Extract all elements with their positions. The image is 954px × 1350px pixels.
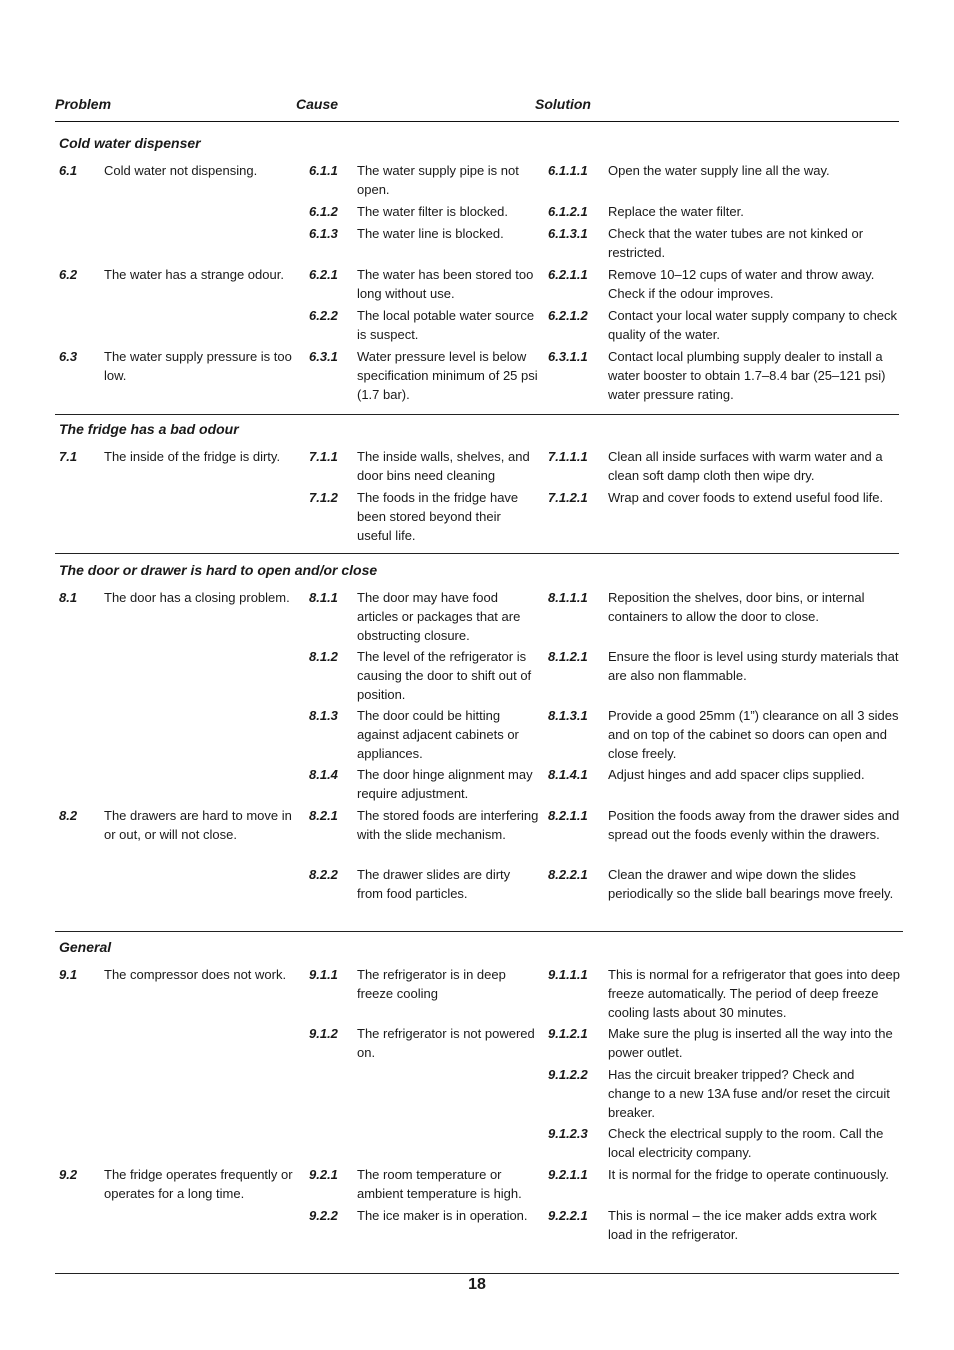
header-cause: Cause xyxy=(296,96,339,112)
cause-text: The water filter is blocked. xyxy=(357,204,509,219)
cause-number: 7.1.2 xyxy=(309,490,338,505)
solution-number: 8.1.3.1 xyxy=(548,708,588,723)
cause-text: The door hinge alignment may require adjustment. xyxy=(357,767,533,801)
solution-text: Replace the water filter. xyxy=(608,204,744,219)
problem-number: 8.1 xyxy=(59,590,78,605)
solution-number: 9.1.2.2 xyxy=(548,1067,588,1082)
solution-number: 9.1.1.1 xyxy=(548,967,588,982)
solution-number: 6.1.1.1 xyxy=(548,163,588,178)
page-number: 18 xyxy=(468,1276,486,1293)
problem-number: 6.1 xyxy=(59,163,78,178)
cause-number: 8.2.1 xyxy=(309,808,338,823)
solution-number: 8.2.1.1 xyxy=(548,808,588,823)
cause-text: The door could be hitting against adjacent cabinets or appliances. xyxy=(357,708,519,761)
cause-text: The refrigerator is not powered on. xyxy=(357,1026,535,1060)
cause-text: The drawer slides are dirty from food particles. xyxy=(357,867,511,901)
problem-text: The compressor does not work. xyxy=(104,967,287,982)
cause-number: 9.1.2 xyxy=(309,1026,338,1041)
cause-text: The water has been stored too long without use. xyxy=(357,267,534,301)
problem-text: The door has a closing problem. xyxy=(104,590,290,605)
section-divider xyxy=(55,553,899,554)
cause-number: 6.2.1 xyxy=(309,267,338,282)
cause-text: The room temperature or ambient temperature is high. xyxy=(357,1167,522,1201)
solution-text: This is normal for a refrigerator that goes into deep freeze automatically. The period of deep freeze cooling lasts about 30 minutes. xyxy=(608,967,900,1020)
cause-text: The foods in the fridge have been stored beyond their useful life. xyxy=(357,490,519,543)
cause-number: 6.1.2 xyxy=(309,204,338,219)
solution-text: Contact your local water supply company to check quality of the water. xyxy=(608,308,898,342)
solution-text: Adjust hinges and add spacer clips supplied. xyxy=(608,767,865,782)
cause-number: 6.1.1 xyxy=(309,163,338,178)
solution-number: 9.1.2.1 xyxy=(548,1026,588,1041)
solution-number: 6.2.1.1 xyxy=(548,267,588,282)
problem-number: 6.2 xyxy=(59,267,78,282)
solution-text: Provide a good 25mm (1”) clearance on all 3 sides and on top of the cabinet so doors can open and close freely. xyxy=(608,708,899,761)
solution-text: Remove 10–12 cups of water and throw away. Check if the odour improves. xyxy=(608,267,875,301)
cause-text: The level of the refrigerator is causing the door to shift out of position. xyxy=(357,649,532,702)
section-divider xyxy=(55,931,903,932)
cause-number: 8.2.2 xyxy=(309,867,338,882)
section-title: The fridge has a bad odour xyxy=(59,421,239,437)
solution-text: Open the water supply line all the way. xyxy=(608,163,830,178)
solution-text: Check the electrical supply to the room. Call the local electricity company. xyxy=(608,1126,884,1160)
header-solution: Solution xyxy=(535,96,591,112)
header-problem: Problem xyxy=(55,96,112,112)
problem-number: 9.2 xyxy=(59,1167,78,1182)
solution-text: Has the circuit breaker tripped? Check and change to a new 13A fuse and/or reset the circuit breaker. xyxy=(608,1067,890,1120)
solution-text: Check that the water tubes are not kinked or restricted. xyxy=(608,226,864,260)
solution-text: Make sure the plug is inserted all the way into the power outlet. xyxy=(608,1026,893,1060)
cause-text: The ice maker is in operation. xyxy=(357,1208,528,1223)
problem-text: The drawers are hard to move in or out, or will not close. xyxy=(104,808,292,842)
solution-number: 9.2.1.1 xyxy=(548,1167,588,1182)
section-title: The door or drawer is hard to open and/or close xyxy=(59,562,378,578)
solution-number: 6.1.2.1 xyxy=(548,204,588,219)
solution-text: Position the foods away from the drawer sides and spread out the foods evenly within the drawers. xyxy=(608,808,900,842)
cause-number: 6.1.3 xyxy=(309,226,338,241)
cause-text: Water pressure level is below specification minimum of 25 psi (1.7 bar). xyxy=(357,349,538,402)
cause-number: 8.1.3 xyxy=(309,708,338,723)
cause-text: The local potable water source is suspect. xyxy=(357,308,535,342)
solution-number: 8.1.4.1 xyxy=(548,767,588,782)
problem-text: The water supply pressure is too low. xyxy=(104,349,292,383)
cause-number: 9.1.1 xyxy=(309,967,338,982)
cause-number: 8.1.2 xyxy=(309,649,338,664)
solution-text: Clean all inside surfaces with warm water and a clean soft damp cloth then wipe dry. xyxy=(608,449,883,483)
cause-number: 8.1.1 xyxy=(309,590,338,605)
solution-text: Contact local plumbing supply dealer to install a water booster to obtain 1.7–8.4 bar (25–121 psi) water pressure rating. xyxy=(608,349,886,402)
solution-number: 7.1.2.1 xyxy=(548,490,588,505)
cause-text: The inside walls, shelves, and door bins need cleaning xyxy=(357,449,530,483)
problem-number: 6.3 xyxy=(59,349,78,364)
solution-text: Reposition the shelves, door bins, or internal containers to allow the door to close. xyxy=(608,590,865,624)
solution-number: 9.2.2.1 xyxy=(548,1208,588,1223)
problem-text: The fridge operates frequently or operates for a long time. xyxy=(104,1167,293,1201)
header-rule xyxy=(55,121,899,122)
problem-number: 7.1 xyxy=(59,449,78,464)
solution-number: 8.2.2.1 xyxy=(548,867,588,882)
solution-number: 6.2.1.2 xyxy=(548,308,588,323)
cause-number: 6.3.1 xyxy=(309,349,338,364)
problem-number: 8.2 xyxy=(59,808,78,823)
solution-text: Ensure the floor is level using sturdy materials that are also non flammable. xyxy=(608,649,899,683)
solution-text: Wrap and cover foods to extend useful food life. xyxy=(608,490,884,505)
solution-text: It is normal for the fridge to operate continuously. xyxy=(608,1167,889,1182)
cause-number: 7.1.1 xyxy=(309,449,338,464)
section-title: General xyxy=(59,939,112,955)
footer-rule xyxy=(55,1273,899,1274)
cause-number: 6.2.2 xyxy=(309,308,338,323)
problem-text: The inside of the fridge is dirty. xyxy=(104,449,281,464)
solution-number: 6.3.1.1 xyxy=(548,349,588,364)
solution-number: 9.1.2.3 xyxy=(548,1126,588,1141)
cause-text: The water supply pipe is not open. xyxy=(357,163,519,197)
cause-text: The water line is blocked. xyxy=(357,226,504,241)
cause-text: The door may have food articles or packages that are obstructing closure. xyxy=(357,590,521,643)
problem-number: 9.1 xyxy=(59,967,78,982)
cause-number: 9.2.2 xyxy=(309,1208,338,1223)
problem-text: Cold water not dispensing. xyxy=(104,163,258,178)
problem-text: The water has a strange odour. xyxy=(104,267,284,282)
section-title: Cold water dispenser xyxy=(59,135,201,151)
cause-number: 9.2.1 xyxy=(309,1167,338,1182)
cause-text: The refrigerator is in deep freeze cooling xyxy=(357,967,506,1001)
solution-number: 8.1.1.1 xyxy=(548,590,588,605)
solution-number: 6.1.3.1 xyxy=(548,226,588,241)
solution-number: 7.1.1.1 xyxy=(548,449,588,464)
solution-number: 8.1.2.1 xyxy=(548,649,588,664)
section-divider xyxy=(55,414,899,415)
cause-number: 8.1.4 xyxy=(309,767,338,782)
cause-text: The stored foods are interfering with the slide mechanism. xyxy=(357,808,539,842)
solution-text: Clean the drawer and wipe down the slides periodically so the slide ball bearings move freely. xyxy=(608,867,894,901)
solution-text: This is normal – the ice maker adds extra work load in the refrigerator. xyxy=(608,1208,877,1242)
